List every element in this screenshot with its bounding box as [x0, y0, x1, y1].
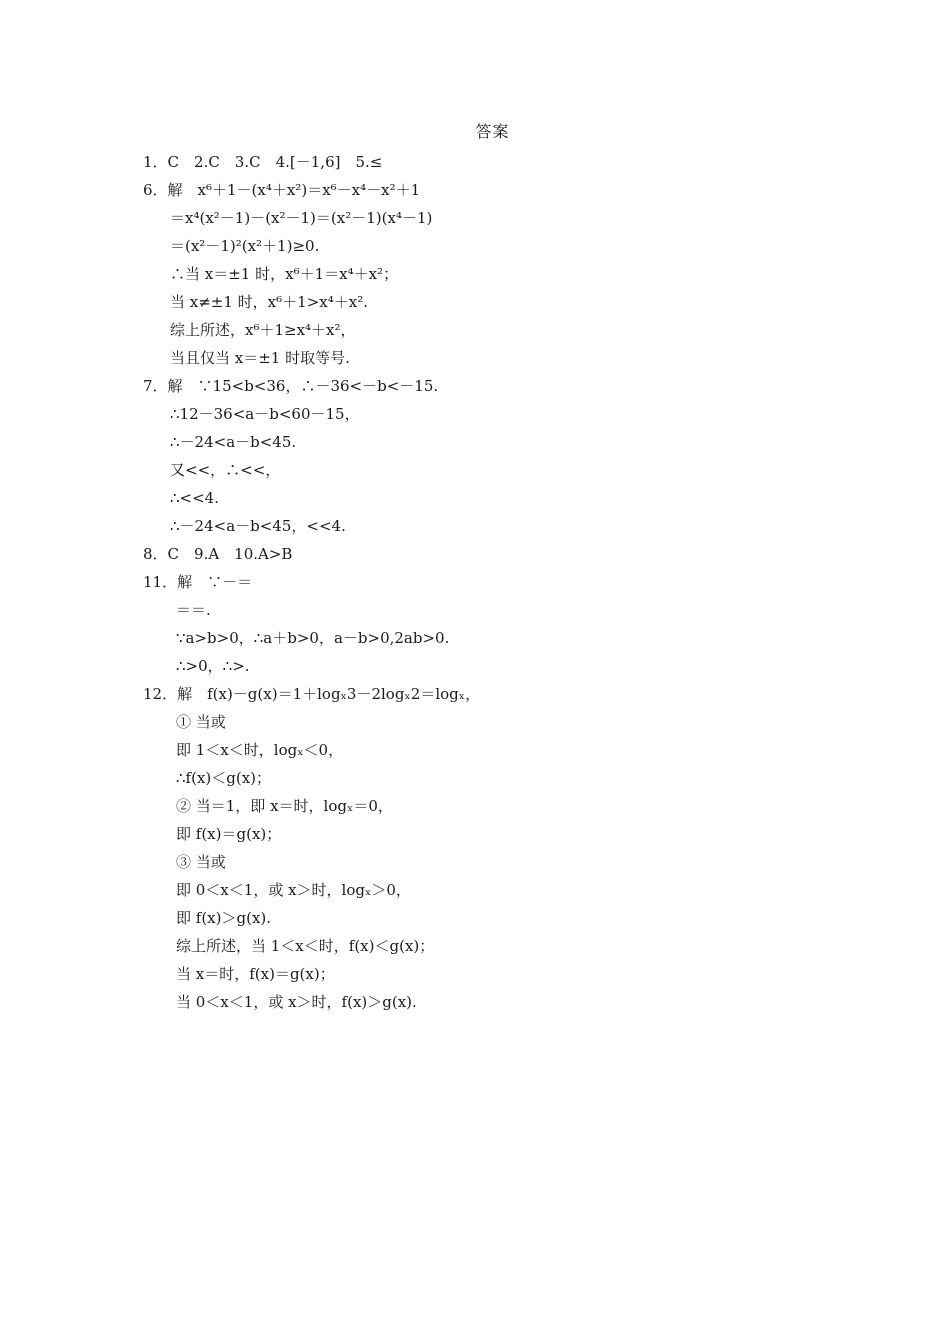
answer-line-22: 即 1＜x＜时，logₓ＜0，	[176, 741, 344, 759]
answer-line-26: ③ 当或	[176, 853, 226, 871]
answer-line-16: 11．解 ∵－＝	[143, 573, 253, 591]
answer-line-20: 12．解 f(x)－g(x)＝1＋logₓ3－2logₓ2＝logₓ，	[143, 685, 481, 703]
answer-line-29: 综上所述，当 1＜x＜时，f(x)＜g(x)；	[176, 937, 435, 955]
answer-line-23: ∴f(x)＜g(x)；	[176, 769, 272, 787]
answer-line-4: ＝(x²－1)²(x²＋1)≥0.	[170, 237, 320, 255]
answer-line-21: ① 当或	[176, 713, 226, 731]
answer-line-19: ∴>0，∴>.	[176, 657, 250, 675]
answer-line-30: 当 x＝时，f(x)＝g(x)；	[176, 965, 335, 983]
answer-line-9: 7．解 ∵15<b<36，∴－36<－b<－15.	[143, 377, 439, 395]
answer-line-14: ∴－24<a－b<45，<<4.	[170, 517, 346, 535]
answer-line-5: ∴当 x＝±1 时，x⁶＋1＝x⁴＋x²；	[170, 265, 399, 283]
answer-line-6: 当 x≠±1 时，x⁶＋1>x⁴＋x².	[170, 293, 368, 311]
answer-line-24: ② 当＝1，即 x＝时，logₓ＝0，	[176, 797, 393, 815]
answer-line-12: 又<<，∴<<，	[170, 461, 281, 479]
answer-line-2: 6．解 x⁶＋1－(x⁴＋x²)＝x⁶－x⁴－x²＋1	[143, 181, 421, 199]
page-title: 答案	[475, 122, 510, 141]
answer-line-8: 当且仅当 x＝±1 时取等号.	[170, 349, 350, 367]
answer-line-18: ∵a>b>0，∴a＋b>0，a－b>0,2ab>0.	[176, 629, 450, 647]
answer-line-1: 1．C 2.C 3.C 4.[－1,6] 5.≤	[143, 153, 383, 171]
answer-line-13: ∴<<4.	[170, 489, 219, 507]
answer-line-17: ＝＝.	[176, 601, 211, 619]
answer-line-7: 综上所述，x⁶＋1≥x⁴＋x²，	[170, 321, 356, 339]
answer-line-31: 当 0＜x＜1，或 x＞时，f(x)＞g(x).	[176, 993, 417, 1011]
answer-line-15: 8．C 9.A 10.A>B	[143, 545, 293, 563]
answer-line-11: ∴－24<a－b<45.	[170, 433, 297, 451]
answer-line-25: 即 f(x)＝g(x)；	[176, 825, 282, 843]
answer-line-10: ∴12－36<a－b<60－15，	[170, 405, 360, 423]
answer-line-27: 即 0＜x＜1，或 x＞时，logₓ＞0，	[176, 881, 411, 899]
answer-line-3: ＝x⁴(x²－1)－(x²－1)＝(x²－1)(x⁴－1)	[170, 209, 433, 227]
answer-line-28: 即 f(x)＞g(x).	[176, 909, 272, 927]
